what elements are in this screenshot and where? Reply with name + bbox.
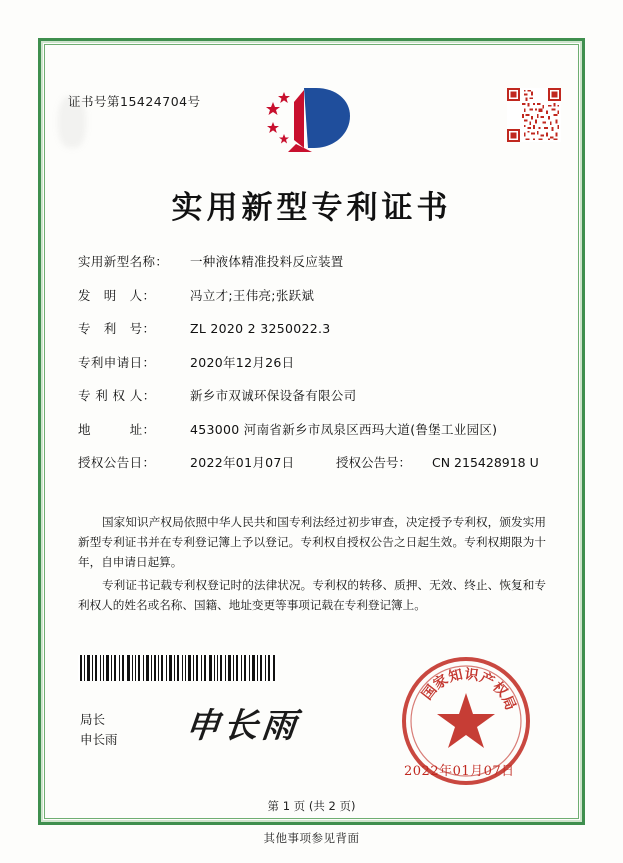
field-row-address xyxy=(78,420,548,438)
field-value: 新乡市双诚环保设备有限公司 xyxy=(190,388,357,403)
field-row-grant xyxy=(78,453,548,471)
field-label: 发 明 人： xyxy=(78,287,156,303)
field-value: ZL 2020 2 3250022.3 xyxy=(190,321,331,336)
seal-date: 2022年01月07日 xyxy=(404,764,515,779)
legal-paragraph-1: 国家知识产权局依照中华人民共和国专利法经过初步审查，决定授予专利权，颁发实用新型专利证书并在专利登记簿上予以登记。专利权自授权公告之日起生效。专利权期限为十年，自申请日起算。 xyxy=(78,515,546,569)
director-name-label: 申长雨 xyxy=(80,732,118,747)
svg-text:国: 国 xyxy=(419,682,441,704)
field-value: 453000 河南省新乡市凤泉区西玛大道(鲁堡工业园区) xyxy=(190,421,498,437)
director-title-label: 局长 xyxy=(80,712,106,727)
svg-text:局: 局 xyxy=(498,693,519,713)
barcode-icon xyxy=(78,655,278,681)
field-label: 专 利 号： xyxy=(78,321,156,336)
page-number: 第 1 页 (共 2 页) xyxy=(267,799,356,813)
svg-text:家: 家 xyxy=(430,671,452,693)
field-value: 2020年12月26日 xyxy=(190,354,295,370)
legal-text xyxy=(78,512,546,618)
field-list xyxy=(78,252,548,487)
field-label: 实用新型名称： xyxy=(78,254,169,269)
certificate-number: 证书号第15424704号 xyxy=(68,94,201,109)
legal-paragraph-2: 专利证书记载专利权登记时的法律状况。专利权的转移、质押、无效、终止、恢复和专利权人的姓名或名称、国籍、地址变更等事项记载在专利登记簿上。 xyxy=(78,578,546,612)
field-row-patentee xyxy=(78,386,548,404)
grant-number-label: 授权公告号： xyxy=(336,455,412,470)
field-value: 一种液体精准投料反应装置 xyxy=(190,254,344,269)
qr-code-icon xyxy=(507,88,561,142)
svg-text:识: 识 xyxy=(463,666,480,685)
field-row-patent-no xyxy=(78,319,548,337)
svg-text:知: 知 xyxy=(447,666,465,686)
page-title: 实用新型专利证书 xyxy=(171,190,452,226)
svg-text:产: 产 xyxy=(477,669,497,691)
field-value: 冯立才;王伟亮;张跃斌 xyxy=(190,287,315,303)
grant-date-label: 授权公告日： xyxy=(78,455,156,470)
field-label: 专 利 权 人： xyxy=(78,388,156,403)
field-row-name xyxy=(78,252,548,270)
handwritten-signature: 申长雨 xyxy=(183,706,302,746)
field-label: 地 址： xyxy=(78,421,156,437)
cnipa-logo-icon xyxy=(264,82,360,160)
field-row-filing-date xyxy=(78,353,548,371)
grant-date-value: 2022年01月07日 xyxy=(190,455,295,470)
svg-text:权: 权 xyxy=(489,679,511,701)
footer-note: 其他事项参见背面 xyxy=(263,831,360,845)
field-row-inventor xyxy=(78,286,548,304)
field-label: 专利申请日： xyxy=(78,354,156,370)
grant-number-value: CN 215428918 U xyxy=(432,455,539,470)
grant-date-group xyxy=(78,453,336,471)
signature-labels xyxy=(80,710,118,750)
